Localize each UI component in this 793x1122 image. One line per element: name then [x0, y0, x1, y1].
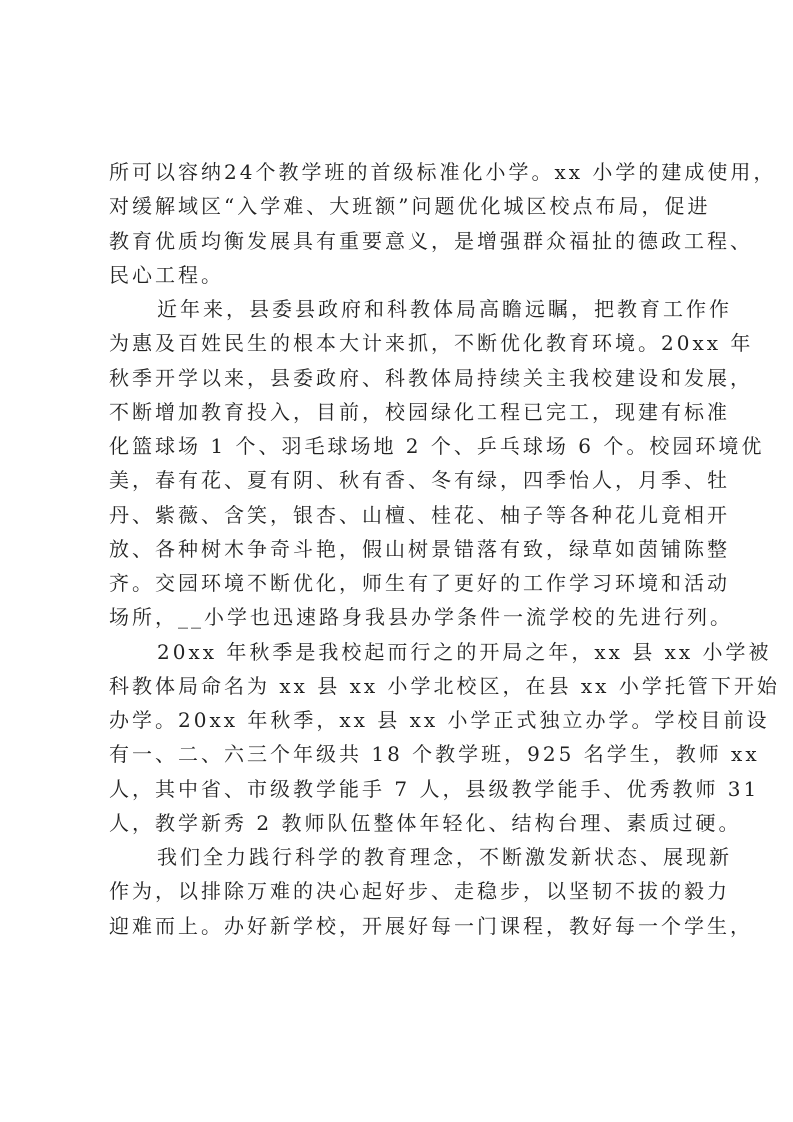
- text-line: 近年来，县委县政府和科教体局高瞻远瞩，把教育工作作: [157, 297, 732, 321]
- paragraph: [109, 292, 765, 635]
- text-line: 化篮球场 1 个、羽毛球场地 2 个、乒乓球场 6 个。校园环境优: [109, 434, 765, 458]
- text-line: 20xx 年秋季是我校起而行之的开局之年，xx 县 xx 小学被: [157, 639, 772, 664]
- text-line: 不断增加教育投入，目前，校园绿化工程已完工，现建有标准: [109, 399, 730, 424]
- text-line: 所可以容纳24个教学班的首级标准化小学。xx 小学的建成使用，: [109, 160, 777, 184]
- text-line: 迎难而上。办好新学校，开展好每一门课程，教好每一个学生，: [109, 913, 753, 938]
- text-line: 作为，以排除万难的决心起好步、走稳步，以坚韧不拔的毅力: [109, 879, 730, 904]
- text-line: 教育优质均衡发展具有重要意义，是增强群众福扯的德政工程、: [109, 228, 753, 253]
- paragraph: [109, 155, 777, 292]
- text-line: 齐。交园环境不断优化，师生有了更好的工作学习环境和活动: [109, 571, 730, 595]
- paragraph: [109, 840, 753, 943]
- text-line: 我们全力践行科学的教育理念，不断激发新状态、展现新: [157, 845, 732, 869]
- text-line: 为惠及百姓民生的根本大计来抓，不断优化教育环境。20xx 年: [109, 331, 754, 356]
- text-line: 对缓解域区“入学难、大班额”问题优化城区校点布局，促进: [109, 194, 711, 219]
- text-line: 科教体局命名为 xx 县 xx 小学北校区，在县 xx 小学托管下开始: [109, 673, 780, 698]
- document-page: [109, 155, 780, 943]
- text-line: 办学。20xx 年秋季，xx 县 xx 小学正式独立办学。学校目前设: [109, 708, 770, 732]
- text-line: 秋季开学以来，县委政府、科教体局持续关主我校建设和发展，: [109, 365, 753, 390]
- text-line: 有一、二、六三个年级共 18 个教学班，925 名学生，教师 xx: [109, 742, 760, 767]
- text-line: 丹、紫薇、含笑，银杏、山檀、桂花、柚子等各种花儿竟相开: [109, 502, 730, 527]
- paragraph: [109, 635, 780, 841]
- text-line: 人，教学新秀 2 教师队伍整体年轻化、结构台理、素质过硬。: [109, 810, 742, 835]
- text-line: 场所，__小学也迅速路身我县办学条件一流学校的先进行列。: [109, 605, 733, 630]
- text-line: 人，其中省、市级教学能手 7 人，县级教学能手、优秀教师 31: [109, 776, 760, 801]
- text-line: 放、各种树木争奇斗艳，假山树景错落有致，绿草如茵铺陈整: [109, 536, 730, 561]
- text-line: 美，春有花、夏有阴、秋有香、冬有绿，四季怡人，月季、牡: [109, 468, 730, 493]
- text-line: 民心工程。: [109, 262, 224, 287]
